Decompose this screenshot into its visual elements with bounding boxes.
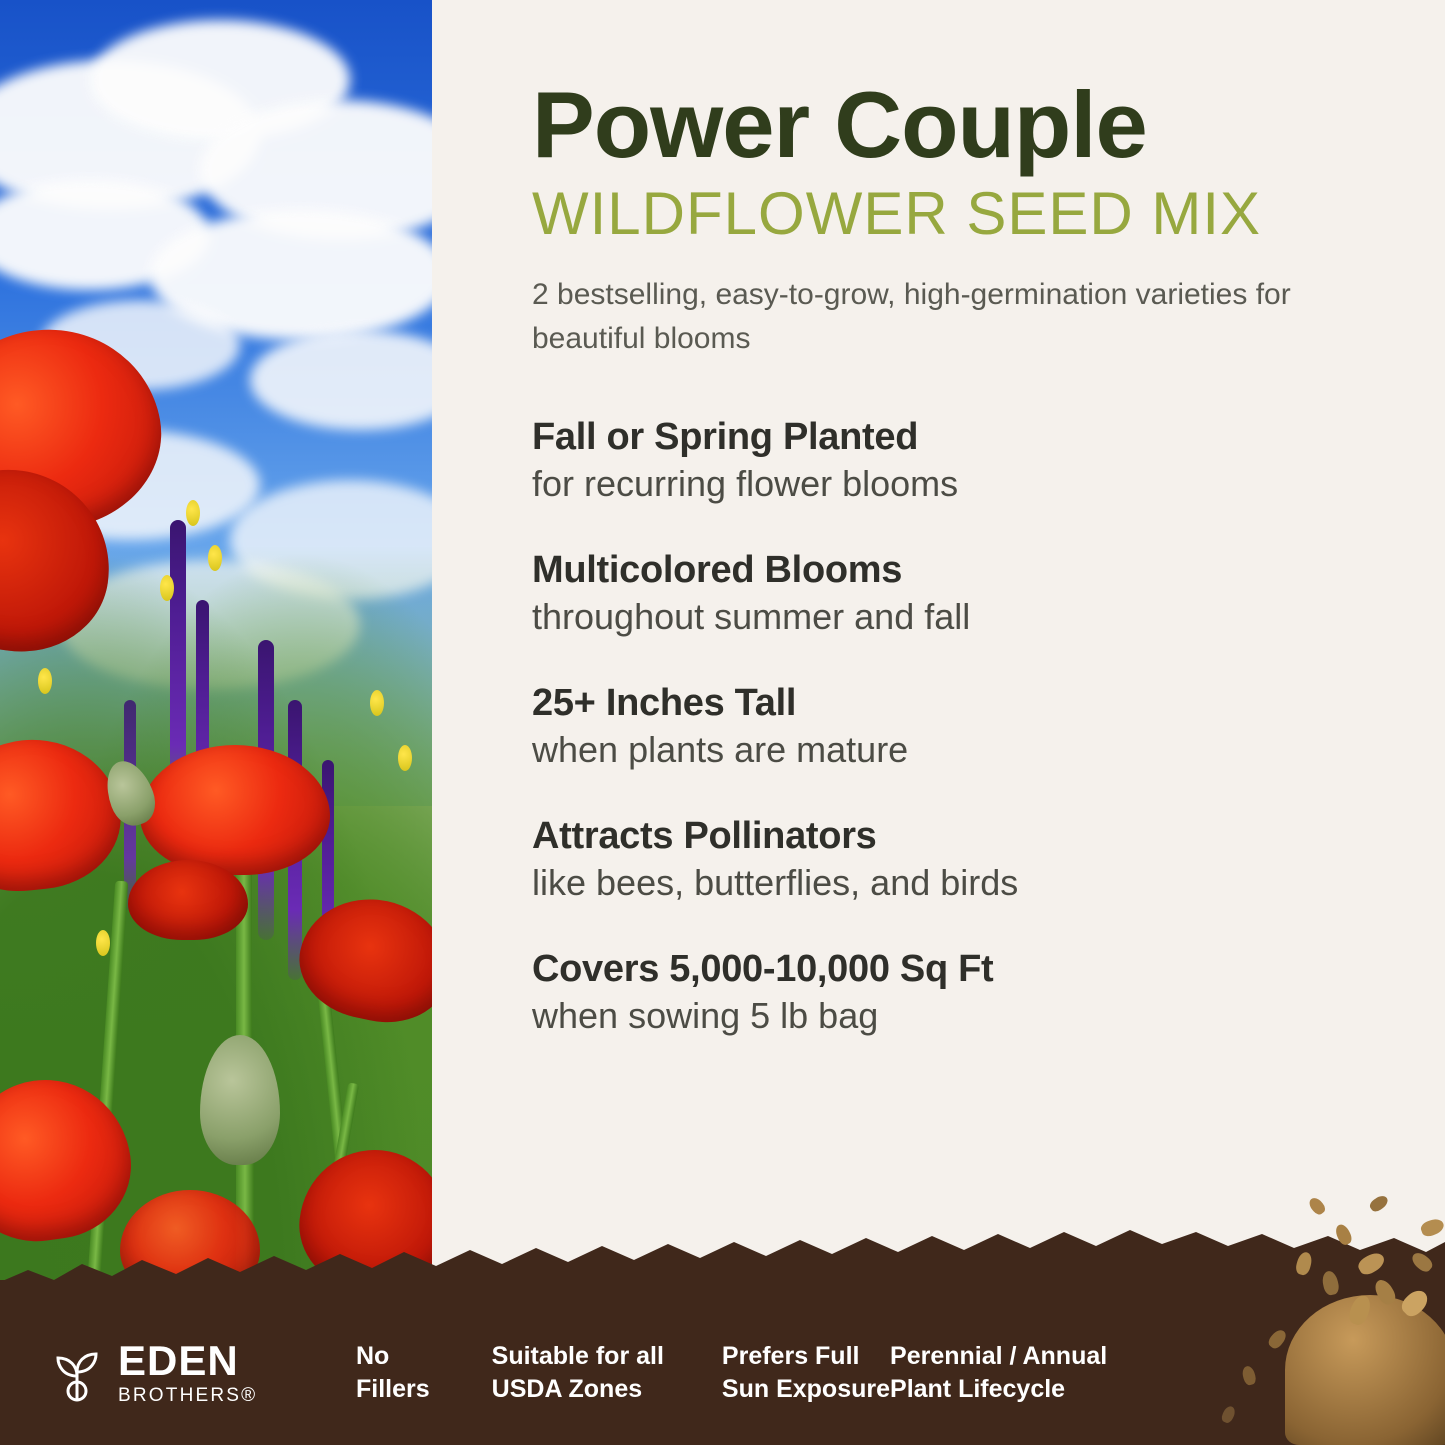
badge-usda-zones [492, 1340, 664, 1405]
brand-wordmark [118, 1337, 258, 1406]
feature-list [532, 416, 1355, 1037]
feature-title: Multicolored Blooms [532, 549, 903, 591]
badge-no-fillers [356, 1340, 430, 1405]
badge-line-2: Plant Lifecycle [890, 1374, 1066, 1403]
badge-sun-exposure [722, 1340, 890, 1405]
product-details-panel [432, 0, 1445, 1300]
product-tagline: 2 bestselling, easy-to-grow, high-germination varieties for beautiful blooms [532, 278, 1291, 355]
badge-plant-lifecycle [890, 1340, 1107, 1405]
poppy-flower [128, 860, 248, 940]
badge-line-1: Suitable for all [491, 1342, 664, 1370]
yellow-blossom [398, 745, 412, 771]
feature-subtitle: when plants are mature [532, 729, 909, 770]
badge-line-2: Fillers [356, 1374, 430, 1403]
feature-item [532, 815, 1355, 904]
feature-subtitle: throughout summer and fall [532, 596, 971, 637]
footer-bar [0, 1300, 1445, 1445]
badge-line-1: No [356, 1342, 390, 1370]
page-title: Power Couple [532, 72, 1147, 177]
product-subtitle: WILDFLOWER SEED MIX [532, 180, 1262, 247]
badge-line-2: Sun Exposure [721, 1374, 891, 1403]
yellow-blossom [38, 668, 52, 694]
poppy-field-photo [0, 0, 432, 1300]
brand-name-primary: EDEN [118, 1337, 239, 1384]
badge-line-1: Prefers Full [721, 1342, 860, 1370]
yellow-blossom [208, 545, 222, 571]
badge-line-1: Perennial / Annual [890, 1342, 1108, 1370]
feature-item [532, 549, 1355, 638]
feature-subtitle: like bees, butterflies, and birds [532, 862, 1019, 903]
feature-item [532, 682, 1355, 771]
brand-logo[interactable] [48, 1337, 298, 1406]
feature-title: Covers 5,000-10,000 Sq Ft [532, 948, 994, 990]
feature-subtitle: when sowing 5 lb bag [532, 995, 879, 1036]
seedling-logo-icon [48, 1342, 106, 1404]
yellow-blossom [370, 690, 384, 716]
yellow-blossom [160, 575, 174, 601]
feature-title: Attracts Pollinators [532, 815, 877, 857]
feature-item [532, 416, 1355, 505]
feature-subtitle: for recurring flower blooms [532, 463, 959, 504]
yellow-blossom [96, 930, 110, 956]
yellow-blossom [186, 500, 200, 526]
feature-title: 25+ Inches Tall [532, 682, 797, 724]
feature-title: Fall or Spring Planted [532, 416, 919, 458]
badge-line-2: USDA Zones [491, 1374, 643, 1403]
feature-item [532, 948, 1355, 1037]
poppy-flower [140, 745, 330, 875]
brand-name-secondary: BROTHERS® [118, 1385, 258, 1406]
